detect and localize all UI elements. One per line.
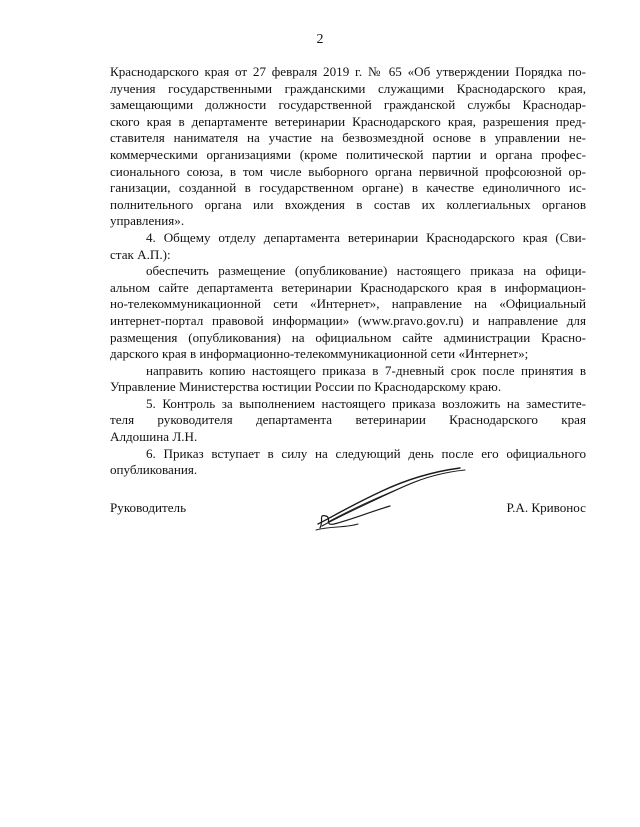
handwritten-signature — [310, 466, 470, 536]
text-line: 4. Общему отделу департамента ветеринарии Краснодарского края (Сви- — [146, 229, 586, 245]
text-line: обеспечить размещение (опубликование) настоящего приказа на офици- — [146, 263, 586, 279]
text-line: дарского края в информационно-телекоммуникационной сети «Интернет»; — [110, 346, 529, 362]
text-line: теля руководителя департамента ветеринарии Краснодарского края — [110, 412, 586, 428]
text-line: коммерческими организациями (кроме политической партии и органа профес- — [110, 146, 586, 162]
text-line: направить копию настоящего приказа в 7-дневный срок после принятия в — [146, 362, 586, 378]
document-body — [110, 64, 586, 479]
signatory-title: Руководитель — [110, 500, 187, 515]
text-line: размещения (опубликования) на официальном сайте администрации Красно- — [110, 329, 586, 345]
text-line: 5. Контроль за выполнением настоящего приказа возложить на заместите- — [146, 395, 586, 411]
text-line: альном сайте департамента ветеринарии Краснодарского края в информацион- — [110, 279, 586, 295]
text-line: Управление Министерства юстиции России по Краснодарскому краю. — [110, 379, 502, 395]
text-line: но-телекоммуникационной сети «Интернет», направление на «Официальный — [110, 296, 586, 312]
text-line: полнительного органа или вхождения в состав их коллегиальных органов — [110, 196, 586, 212]
text-line: стак А.П.): — [110, 246, 171, 262]
text-line: ставителя нанимателя на участие на безвозмездной основе в управлении не- — [110, 130, 586, 146]
page-number: 2 — [316, 32, 324, 47]
text-line: опубликования. — [110, 462, 198, 478]
text-line: ганизации, созданной в государственном органе) в качестве единоличного ис- — [110, 180, 586, 196]
text-line: управления». — [110, 213, 185, 229]
signatory-name: Р.А. Кривонос — [506, 500, 586, 515]
text-line: сионального союза, в том числе выборного органа первичной профсоюзной ор- — [110, 163, 586, 179]
text-line: 6. Приказ вступает в силу на следующий день после его официального — [146, 445, 586, 461]
text-line: Алдошина Л.Н. — [110, 429, 198, 445]
text-line: замещающими должности государственной гражданской службы Краснодар- — [110, 97, 586, 113]
text-line: Краснодарского края от 27 февраля 2019 г. № 65 «Об утверждении Порядка по- — [110, 64, 586, 79]
text-line: интернет-портал правовой информации» (www.pravo.gov.ru) и направление для — [110, 312, 586, 328]
text-line: ского края в департаменте ветеринарии Краснодарского края, разрешения пред- — [110, 113, 586, 129]
text-line: лучения государственными гражданскими служащими Краснодарского края, — [110, 80, 586, 96]
